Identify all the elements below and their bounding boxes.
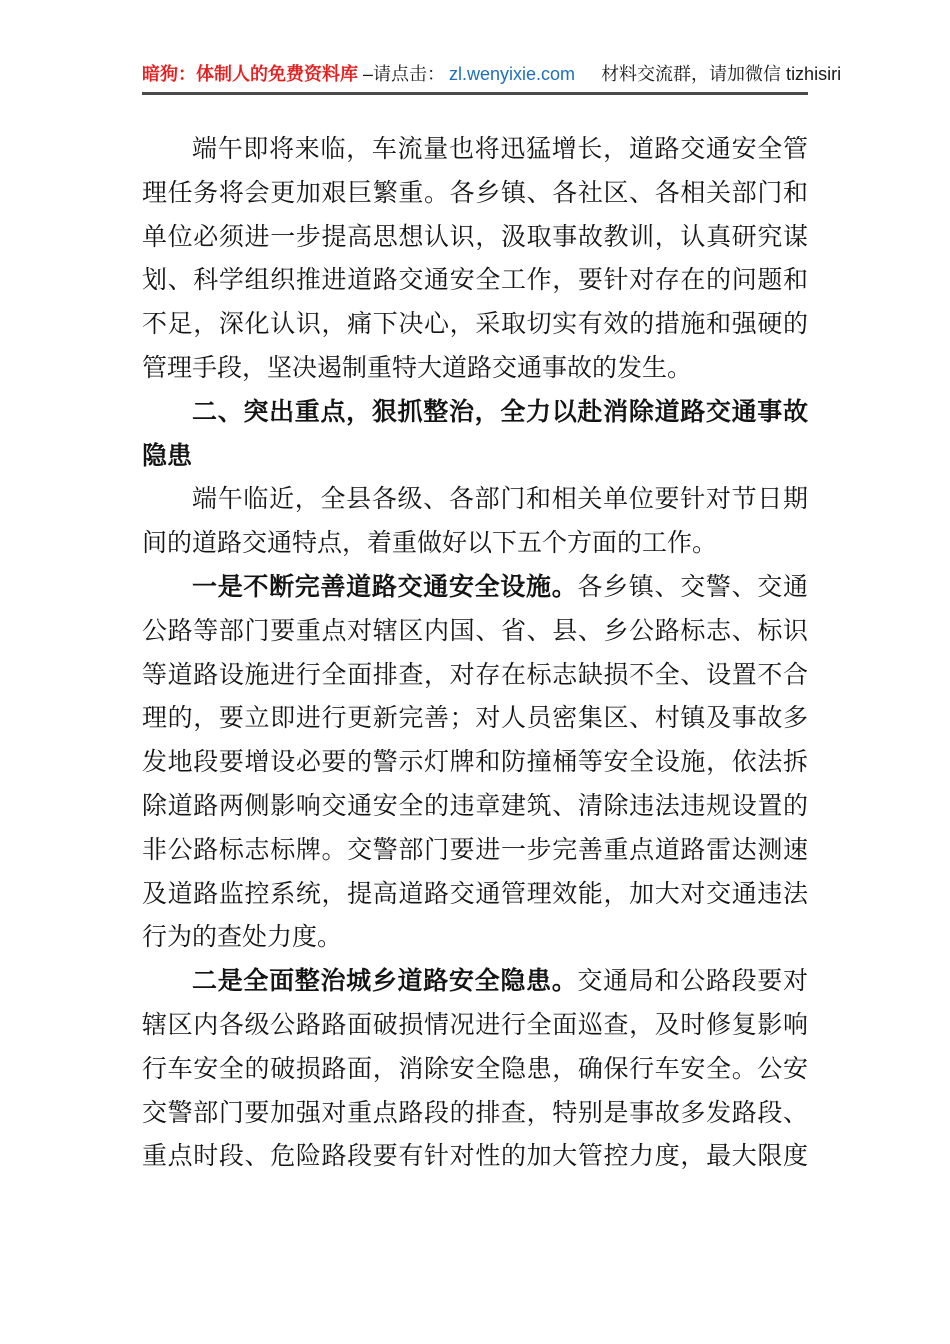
document-body xyxy=(142,128,808,1179)
site-link[interactable]: zl.wenyixie.com xyxy=(449,64,576,84)
text-line xyxy=(142,916,808,960)
text-segment: 间的道路交通特点，着重做好以下五个方面的工作。 xyxy=(142,530,718,558)
text-line xyxy=(142,1092,808,1136)
click-prompt: –请点击： xyxy=(363,64,446,84)
text-line xyxy=(142,741,808,785)
text-segment: 及道路监控系统，提高道路交通管理效能，加大对交通违法 xyxy=(142,880,808,908)
text-line xyxy=(142,1135,808,1179)
text-line xyxy=(142,259,808,303)
body-paragraph xyxy=(142,478,808,566)
text-line xyxy=(142,960,808,1004)
text-line xyxy=(142,128,808,172)
text-segment: 行车安全的破损路面，消除安全隐患，确保行车安全。公安 xyxy=(142,1055,808,1083)
text-line xyxy=(142,522,808,566)
text-segment: 辖区内各级公路路面破损情况进行全面巡查，及时修复影响 xyxy=(142,1011,808,1039)
text-line xyxy=(142,785,808,829)
emphasis-segment: 二是全面整治城乡道路安全隐患。 xyxy=(192,967,578,996)
text-segment: 除道路两侧影响交通安全的违章建筑、清除违法违规设置的 xyxy=(142,792,808,820)
text-line xyxy=(142,566,808,610)
body-paragraph xyxy=(142,960,808,1179)
text-line xyxy=(142,478,808,522)
text-segment: 各乡镇、交警、交通 xyxy=(577,573,808,601)
emphasis-segment: 二、突出重点，狠抓整治，全力以赴消除道路交通事故 xyxy=(192,397,808,426)
text-line xyxy=(142,172,808,216)
text-line xyxy=(142,1004,808,1048)
text-line xyxy=(142,435,808,479)
text-segment: 等道路设施进行全面排查，对存在标志缺损不全、设置不合 xyxy=(142,661,808,689)
text-line xyxy=(142,873,808,917)
body-paragraph xyxy=(142,128,808,391)
text-segment: 单位必须进一步提高思想认识，汲取事故教训，认真研究谋 xyxy=(142,223,808,251)
text-segment: 重点时段、危险路段要有针对性的加大管控力度，最大限度 xyxy=(142,1143,808,1171)
wechat-note: 材料交流群，请加微信 tizhisiri xyxy=(601,64,842,84)
emphasis-segment: 一是不断完善道路交通安全设施。 xyxy=(192,572,578,601)
text-line xyxy=(142,216,808,260)
brand-label: 暗狗：体制人的免费资料库 xyxy=(142,64,358,84)
body-paragraph xyxy=(142,566,808,960)
text-line xyxy=(142,1048,808,1092)
text-segment: 管理手段，坚决遏制重特大道路交通事故的发生。 xyxy=(142,354,693,382)
banner-rule xyxy=(142,92,808,95)
text-segment: 理任务将会更加艰巨繁重。各乡镇、各社区、各相关部门和 xyxy=(142,179,808,207)
text-segment: 端午即将来临，车流量也将迅猛增长，道路交通安全管 xyxy=(192,136,808,163)
text-segment: 交警部门要加强对重点路段的排查，特别是事故多发路段、 xyxy=(142,1099,808,1127)
text-segment: 划、科学组织推进道路交通安全工作，要针对存在的问题和 xyxy=(142,267,808,295)
text-segment: 不足，深化认识，痛下决心，采取切实有效的措施和强硬的 xyxy=(142,311,808,339)
text-segment: 行为的查处力度。 xyxy=(142,924,343,952)
content-column xyxy=(142,0,842,1179)
text-line xyxy=(142,303,808,347)
text-line xyxy=(142,697,808,741)
section-heading xyxy=(142,391,808,479)
text-segment: 交通局和公路段要对 xyxy=(577,968,808,996)
text-line xyxy=(142,391,808,435)
text-line xyxy=(142,347,808,391)
text-segment: 公路等部门要重点对辖区内国、省、县、乡公路标志、标识 xyxy=(142,617,808,645)
text-segment: 非公路标志标牌。交警部门要进一步完善重点道路雷达测速 xyxy=(142,836,808,864)
text-line xyxy=(142,610,808,654)
text-segment: 端午临近，全县各级、各部门和相关单位要针对节日期 xyxy=(192,486,808,514)
promo-banner xyxy=(142,0,842,86)
text-segment: 发地段要增设必要的警示灯牌和防撞桶等安全设施，依法拆 xyxy=(142,749,808,777)
text-line xyxy=(142,654,808,698)
text-segment: 理的，要立即进行更新完善；对人员密集区、村镇及事故多 xyxy=(142,705,808,733)
emphasis-segment: 隐患 xyxy=(142,441,193,470)
text-line xyxy=(142,829,808,873)
